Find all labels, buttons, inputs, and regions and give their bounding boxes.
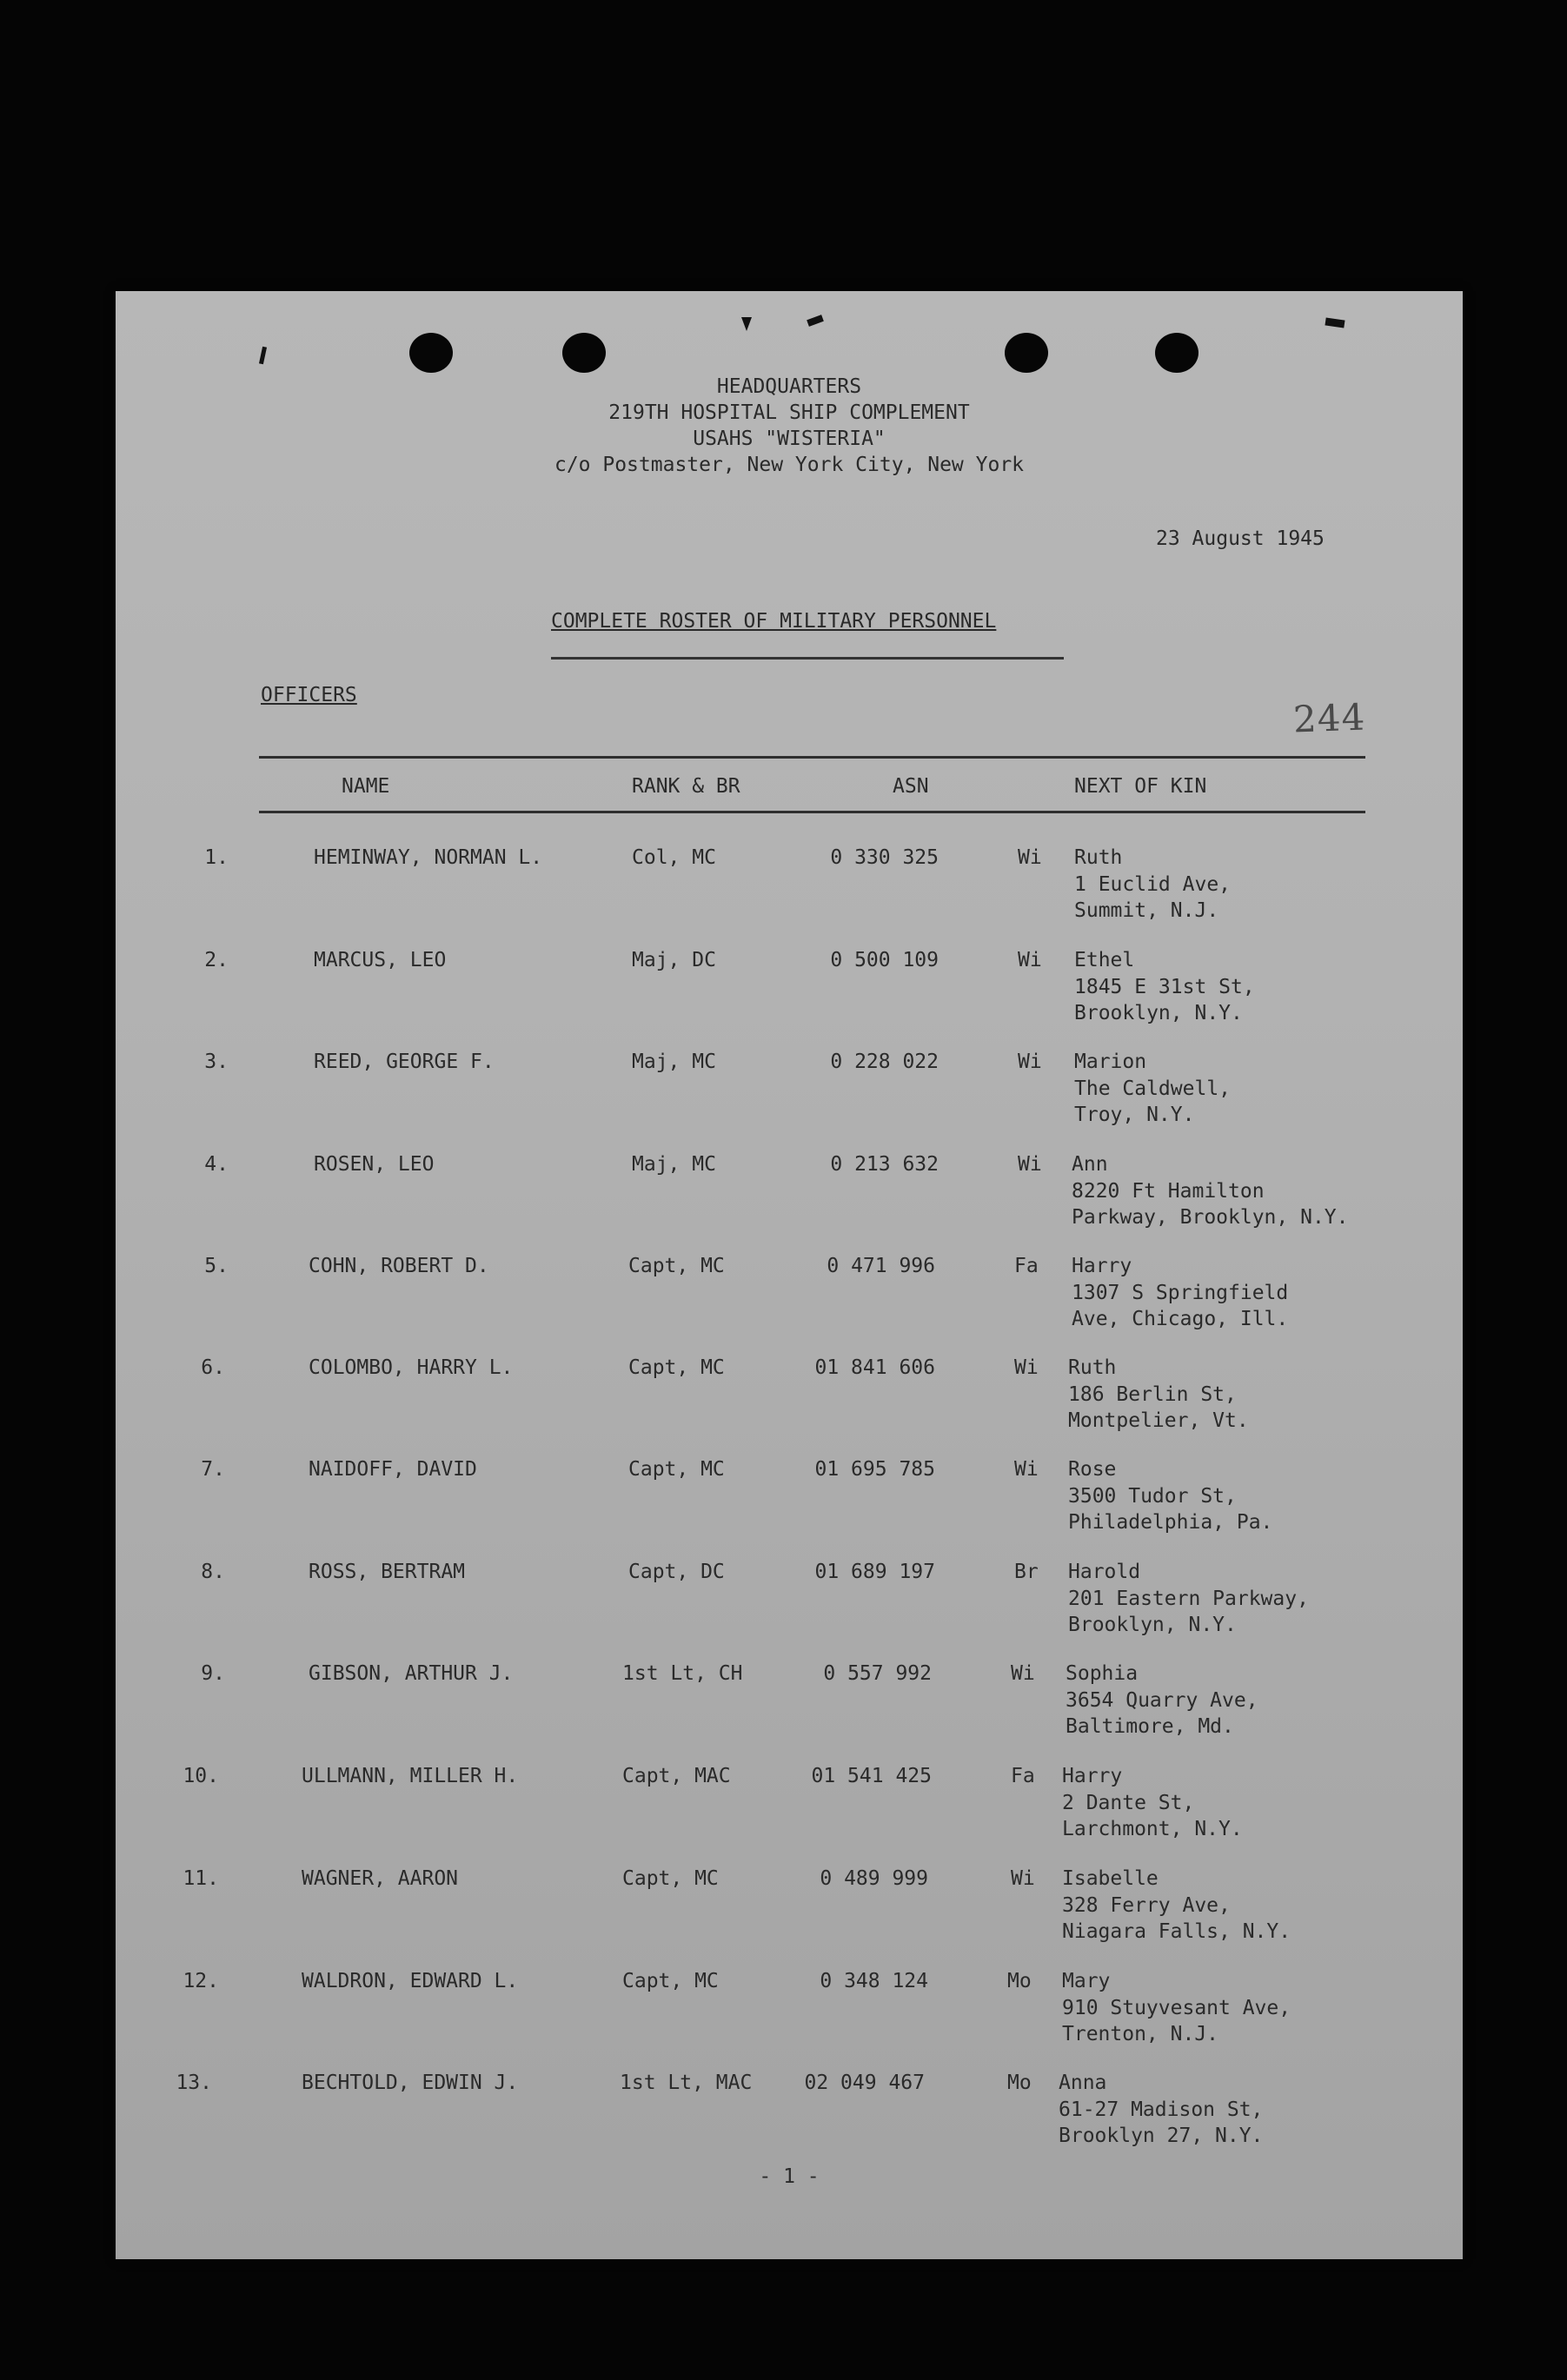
next-of-kin-line: 186 Berlin St, xyxy=(1068,1382,1237,1406)
ink-mark xyxy=(1325,318,1345,328)
officer-asn: 01 841 606 xyxy=(814,1356,935,1379)
kin-relationship: Wi xyxy=(1014,1356,1039,1379)
officer-rank-branch: Capt, MC xyxy=(622,1970,719,1992)
officer-rank-branch: Capt, MC xyxy=(628,1458,725,1481)
next-of-kin-line: Niagara Falls, N.Y. xyxy=(1062,1920,1291,1943)
page-footer: - 1 - xyxy=(759,2165,820,2188)
kin-relationship: Fa xyxy=(1011,1765,1035,1787)
next-of-kin-line: Ruth xyxy=(1068,1356,1117,1379)
officer-asn: 0 557 992 xyxy=(823,1662,932,1685)
next-of-kin-line: 8220 Ft Hamilton xyxy=(1072,1179,1265,1203)
officer-asn: 0 213 632 xyxy=(830,1153,939,1176)
kin-relationship: Wi xyxy=(1018,1153,1042,1176)
next-of-kin-line: Harry xyxy=(1062,1765,1123,1787)
officer-number: 9. xyxy=(201,1662,225,1685)
officer-row xyxy=(116,1559,1463,1654)
column-header-rank: RANK & BR xyxy=(632,775,740,798)
header-line-2: 219TH HOSPITAL SHIP COMPLEMENT xyxy=(608,401,970,424)
officer-rank-branch: Capt, MC xyxy=(628,1356,725,1379)
next-of-kin-line: 1307 S Springfield xyxy=(1072,1281,1289,1304)
officer-row xyxy=(116,947,1463,1043)
column-header-asn: ASN xyxy=(893,775,929,798)
officer-row xyxy=(116,845,1463,940)
officer-row xyxy=(116,1456,1463,1552)
next-of-kin-line: Ethel xyxy=(1074,949,1135,971)
next-of-kin-block xyxy=(1066,1661,1258,1740)
document-title: COMPLETE ROSTER OF MILITARY PERSONNEL xyxy=(551,610,997,633)
officer-row xyxy=(116,1968,1463,2064)
officer-rank-branch: Capt, DC xyxy=(628,1561,725,1583)
officer-number: 3. xyxy=(204,1051,229,1073)
next-of-kin-line: 201 Eastern Parkway, xyxy=(1068,1587,1309,1610)
next-of-kin-line: 3654 Quarry Ave, xyxy=(1066,1688,1258,1712)
page-number-stamp: 244 xyxy=(1292,695,1367,741)
officer-row xyxy=(116,1763,1463,1859)
column-header-next-of-kin: NEXT OF KIN xyxy=(1074,775,1207,798)
officer-name: NAIDOFF, DAVID xyxy=(309,1458,477,1481)
kin-relationship: Br xyxy=(1014,1561,1039,1583)
officer-row xyxy=(116,2070,1463,2165)
officer-number: 12. xyxy=(183,1970,219,1992)
next-of-kin-block xyxy=(1068,1559,1309,1639)
kin-relationship: Mo xyxy=(1007,2072,1032,2094)
officer-rank-branch: Capt, MC xyxy=(622,1867,719,1890)
officer-asn: 0 489 999 xyxy=(820,1867,928,1890)
officer-asn: 0 330 325 xyxy=(830,846,939,869)
next-of-kin-line: Anna xyxy=(1059,2072,1107,2094)
officer-rank-branch: Maj, DC xyxy=(632,949,716,971)
next-of-kin-line: 1845 E 31st St, xyxy=(1074,975,1255,998)
next-of-kin-line: 1 Euclid Ave, xyxy=(1074,872,1232,896)
officer-number: 11. xyxy=(183,1867,219,1890)
next-of-kin-line: Larchmont, N.Y. xyxy=(1062,1818,1243,1840)
next-of-kin-block xyxy=(1062,1968,1291,2048)
next-of-kin-line: Baltimore, Md. xyxy=(1066,1715,1234,1738)
officer-number: 1. xyxy=(204,846,229,869)
table-rule-top xyxy=(259,756,1365,759)
ink-mark xyxy=(259,347,267,365)
kin-relationship: Mo xyxy=(1007,1970,1032,1992)
header-line-4: c/o Postmaster, New York City, New York xyxy=(554,454,1025,476)
officer-row xyxy=(116,1049,1463,1144)
next-of-kin-line: 61-27 Madison St, xyxy=(1059,2098,1264,2121)
ink-mark xyxy=(807,315,824,327)
next-of-kin-line: Trenton, N.J. xyxy=(1062,2023,1219,2045)
officer-name: WAGNER, AARON xyxy=(302,1867,459,1890)
officer-rank-branch: 1st Lt, MAC xyxy=(620,2072,753,2094)
officer-number: 7. xyxy=(201,1458,225,1481)
officer-number: 5. xyxy=(204,1255,229,1277)
punch-hole xyxy=(1005,333,1048,373)
officer-row xyxy=(116,1151,1463,1247)
officer-rank-branch: Maj, MC xyxy=(632,1153,716,1176)
officer-asn: 0 471 996 xyxy=(827,1255,935,1277)
next-of-kin-block xyxy=(1068,1456,1272,1536)
next-of-kin-block xyxy=(1059,2070,1263,2150)
next-of-kin-line: Brooklyn 27, N.Y. xyxy=(1059,2125,1264,2147)
officer-asn: 02 049 467 xyxy=(804,2072,925,2094)
next-of-kin-block xyxy=(1068,1355,1249,1435)
next-of-kin-line: 328 Ferry Ave, xyxy=(1062,1893,1231,1917)
kin-relationship: Wi xyxy=(1018,846,1042,869)
officer-asn: 01 695 785 xyxy=(814,1458,935,1481)
next-of-kin-block xyxy=(1062,1866,1291,1946)
next-of-kin-line: 3500 Tudor St, xyxy=(1068,1484,1237,1508)
officer-name: MARCUS, LEO xyxy=(314,949,447,971)
officer-asn: 0 348 124 xyxy=(820,1970,928,1992)
next-of-kin-block xyxy=(1074,845,1231,925)
officer-name: COLOMBO, HARRY L. xyxy=(309,1356,514,1379)
officer-name: GIBSON, ARTHUR J. xyxy=(309,1662,514,1685)
next-of-kin-line: Harry xyxy=(1072,1255,1132,1277)
next-of-kin-block xyxy=(1072,1253,1288,1333)
officer-name: HEMINWAY, NORMAN L. xyxy=(314,846,543,869)
next-of-kin-block xyxy=(1072,1151,1349,1231)
roster-page xyxy=(116,291,1463,2259)
next-of-kin-block xyxy=(1074,1049,1231,1129)
next-of-kin-line: Mary xyxy=(1062,1970,1111,1992)
next-of-kin-line: Ruth xyxy=(1074,846,1123,869)
officer-asn: 0 228 022 xyxy=(830,1051,939,1073)
kin-relationship: Wi xyxy=(1011,1662,1035,1685)
next-of-kin-line: Ann xyxy=(1072,1153,1108,1176)
officer-rank-branch: Capt, MAC xyxy=(622,1765,731,1787)
officer-number: 13. xyxy=(176,2072,212,2094)
next-of-kin-line: Troy, N.Y. xyxy=(1074,1104,1195,1126)
next-of-kin-line: Harold xyxy=(1068,1561,1141,1583)
officer-row xyxy=(116,1355,1463,1450)
kin-relationship: Wi xyxy=(1018,1051,1042,1073)
next-of-kin-block xyxy=(1074,947,1255,1027)
officer-asn: 01 689 197 xyxy=(814,1561,935,1583)
kin-relationship: Fa xyxy=(1014,1255,1039,1277)
officer-name: COHN, ROBERT D. xyxy=(309,1255,489,1277)
officer-name: ULLMANN, MILLER H. xyxy=(302,1765,519,1787)
next-of-kin-line: Isabelle xyxy=(1062,1867,1159,1890)
next-of-kin-line: Parkway, Brooklyn, N.Y. xyxy=(1072,1206,1349,1229)
officer-name: ROSS, BERTRAM xyxy=(309,1561,466,1583)
next-of-kin-line: Ave, Chicago, Ill. xyxy=(1072,1308,1289,1330)
officer-number: 4. xyxy=(204,1153,229,1176)
next-of-kin-line: Montpelier, Vt. xyxy=(1068,1409,1249,1432)
column-header-name: NAME xyxy=(342,775,390,798)
officer-rank-branch: Col, MC xyxy=(632,846,716,869)
officer-name: WALDRON, EDWARD L. xyxy=(302,1970,519,1992)
title-divider xyxy=(551,657,1064,660)
header-line-3: USAHS "WISTERIA" xyxy=(693,428,886,450)
header-line-1: HEADQUARTERS xyxy=(716,375,862,398)
punch-hole xyxy=(409,333,453,373)
officer-name: BECHTOLD, EDWIN J. xyxy=(302,2072,519,2094)
next-of-kin-line: Brooklyn, N.Y. xyxy=(1068,1614,1237,1636)
officer-rank-branch: Maj, MC xyxy=(632,1051,716,1073)
next-of-kin-line: Brooklyn, N.Y. xyxy=(1074,1002,1243,1024)
kin-relationship: Wi xyxy=(1011,1867,1035,1890)
officer-row xyxy=(116,1866,1463,1961)
punch-hole xyxy=(1155,333,1198,373)
next-of-kin-line: 910 Stuyvesant Ave, xyxy=(1062,1996,1291,2019)
officer-number: 10. xyxy=(183,1765,219,1787)
officer-number: 8. xyxy=(201,1561,225,1583)
ink-mark xyxy=(741,317,752,331)
next-of-kin-line: Marion xyxy=(1074,1051,1147,1073)
next-of-kin-line: 2 Dante St, xyxy=(1062,1791,1195,1814)
table-rule-bottom xyxy=(259,811,1365,813)
officer-asn: 0 500 109 xyxy=(830,949,939,971)
document-date: 23 August 1945 xyxy=(1156,527,1325,550)
officer-row xyxy=(116,1253,1463,1349)
punch-hole xyxy=(562,333,606,373)
officer-number: 6. xyxy=(201,1356,225,1379)
section-heading: OFFICERS xyxy=(261,684,357,706)
kin-relationship: Wi xyxy=(1014,1458,1039,1481)
officer-rank-branch: 1st Lt, CH xyxy=(622,1662,743,1685)
next-of-kin-block xyxy=(1062,1763,1243,1843)
next-of-kin-line: Sophia xyxy=(1066,1662,1139,1685)
officer-rank-branch: Capt, MC xyxy=(628,1255,725,1277)
officer-number: 2. xyxy=(204,949,229,971)
officer-name: REED, GEORGE F. xyxy=(314,1051,495,1073)
next-of-kin-line: Rose xyxy=(1068,1458,1117,1481)
officer-name: ROSEN, LEO xyxy=(314,1153,435,1176)
next-of-kin-line: The Caldwell, xyxy=(1074,1077,1232,1100)
officer-asn: 01 541 425 xyxy=(811,1765,932,1787)
kin-relationship: Wi xyxy=(1018,949,1042,971)
next-of-kin-line: Summit, N.J. xyxy=(1074,899,1219,922)
next-of-kin-line: Philadelphia, Pa. xyxy=(1068,1511,1273,1534)
officer-row xyxy=(116,1661,1463,1756)
